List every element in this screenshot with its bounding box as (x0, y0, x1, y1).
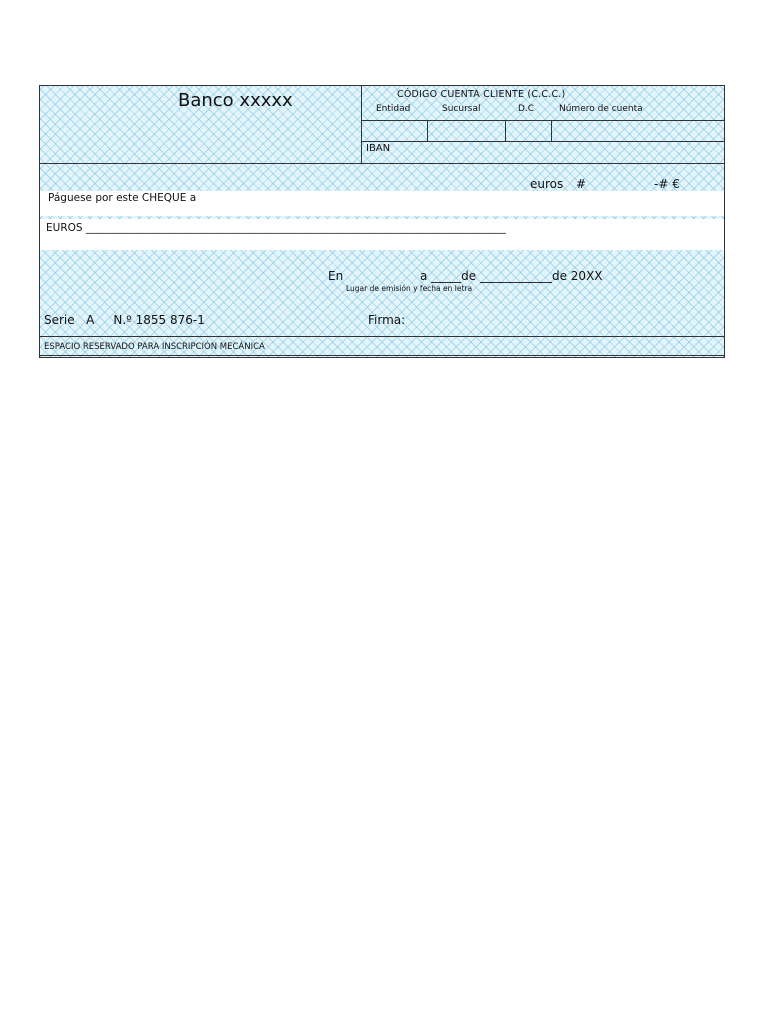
signature-label: Firma: (368, 313, 406, 327)
ccc-header-entidad: Entidad (376, 104, 411, 114)
reserved-top-line (40, 336, 724, 337)
amount-euros-label: euros (530, 177, 564, 191)
ccc-cell-divider-1 (427, 120, 428, 141)
reserved-bottom-line (40, 355, 724, 356)
ccc-header-dc: D.C (518, 104, 535, 114)
amount-in-words-line: EUROS ________________________________________________________________________________ (46, 222, 506, 234)
ccc-cell-divider-2 (505, 120, 506, 141)
iban-label: IBAN (366, 143, 391, 154)
amount-hash: # (576, 177, 587, 191)
date-line: a _____de ____________de 20XX (420, 269, 603, 283)
bank-name: Banco xxxxx (178, 90, 293, 111)
header-bottom-line (40, 163, 724, 164)
place-date-caption: Lugar de emisión y fecha en letra (346, 284, 473, 293)
ccc-title: CÓDIGO CUENTA CLIENTE (C.C.C.) (397, 89, 566, 100)
payee-label: Páguese por este CHEQUE a (48, 192, 197, 204)
header-divider (361, 86, 362, 163)
ccc-row-bottom (361, 141, 724, 142)
ccc-header-numero: Número de cuenta (559, 104, 643, 114)
place-label: En (328, 269, 344, 283)
serial-number: Serie A N.º 1855 876-1 (44, 313, 205, 327)
cheque-form (39, 85, 725, 358)
ccc-header-sucursal: Sucursal (442, 104, 481, 114)
reserved-space-label: ESPACIO RESERVADO PARA INSCRIPCIÓN MECÁNICA (44, 342, 265, 352)
ccc-row-top (361, 120, 724, 121)
ccc-cell-divider-3 (551, 120, 552, 141)
amount-end: -# € (654, 177, 680, 191)
